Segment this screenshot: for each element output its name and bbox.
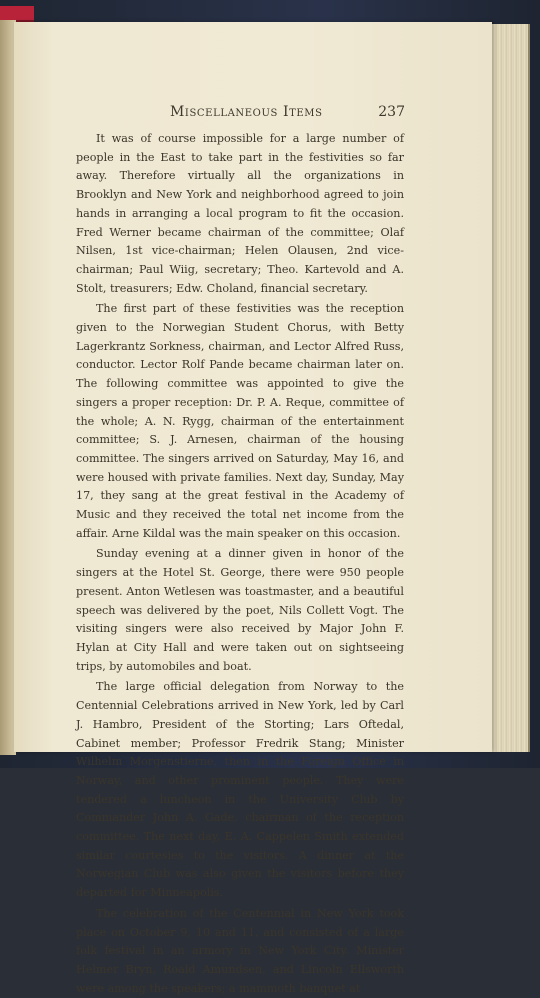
page-number: 237 xyxy=(378,104,405,120)
paragraph: The first part of these festivities was the reception given to the Norwegian Student Chorus, with Betty Lagerkrantz Sorkness, chairman, and Lector Alfred Russ, conductor. Lector Rolf Pande became chairman later on. The following committee was appointed to give the singers a proper reception: Dr. P. A. Reque, committee of the whole; A. N. Rygg, chairman of the entertainment committee; S. J. Arnesen, chairman of the housing committee. The singers arrived on Saturday, May 16, and were housed with private families. Next day, Sunday, May 17, they sang at the great festival in the Academy of Music and they received the total net income from the affair. Arne Kildal was the main speaker on this occasion. xyxy=(76,302,404,540)
paragraph: The large official delegation from Norway to the Centennial Celebrations arrived in New York, led by Carl J. Hambro, President of the Storting; Lars Oftedal, Cabinet member; Professor Fredrik Stang; Minister Wilhelm Morgenstierne, then in the Foreign Office in Norway, and other prominent people. They were tendered a luncheon in the University Club by Commander John A. Gade, chairman of the reception committee. The next day, E. A. Cappelen Smith extended similar courtesies to the visitors. A dinner at the Norwegian Club was also given the visitors before they departed for Minneapolis. xyxy=(76,680,404,900)
page-body xyxy=(76,130,404,998)
running-title: Miscellaneous Items xyxy=(170,104,323,120)
paragraph: It was of course impossible for a large number of people in the East to take part in the festivities so far away. Therefore virtually all the organizations in Brooklyn and New York and neighborhood agreed to join hands in arranging a local program to fit the occasion. Fred Werner became chairman of the committee; Olaf Nilsen, 1st vice-chairman; Helen Olausen, 2nd vice-chairman; Paul Wiig, secretary; Theo. Kartevold and A. Stolt, treasurers; Edw. Choland, financial secretary. xyxy=(76,132,404,295)
running-header xyxy=(100,104,405,124)
paragraph: Sunday evening at a dinner given in honor of the singers at the Hotel St. George, there were 950 people present. Anton Wetlesen was toastmaster, and a beautiful speech was delivered by the poet, Nils Collett Vogt. The visiting singers were also received by Major John F. Hylan at City Hall and were taken out on sightseeing trips, by automobiles and boat. xyxy=(76,547,404,673)
paragraph: The celebration of the Centennial in New York took place on October 9, 10 and 11, and consisted of a large folk festival in an armory in New York City. Minister Helmer Bryn, Roald Amundsen, and Lincoln Ellsworth were among the speakers; a mammoth banquet at xyxy=(76,906,404,995)
